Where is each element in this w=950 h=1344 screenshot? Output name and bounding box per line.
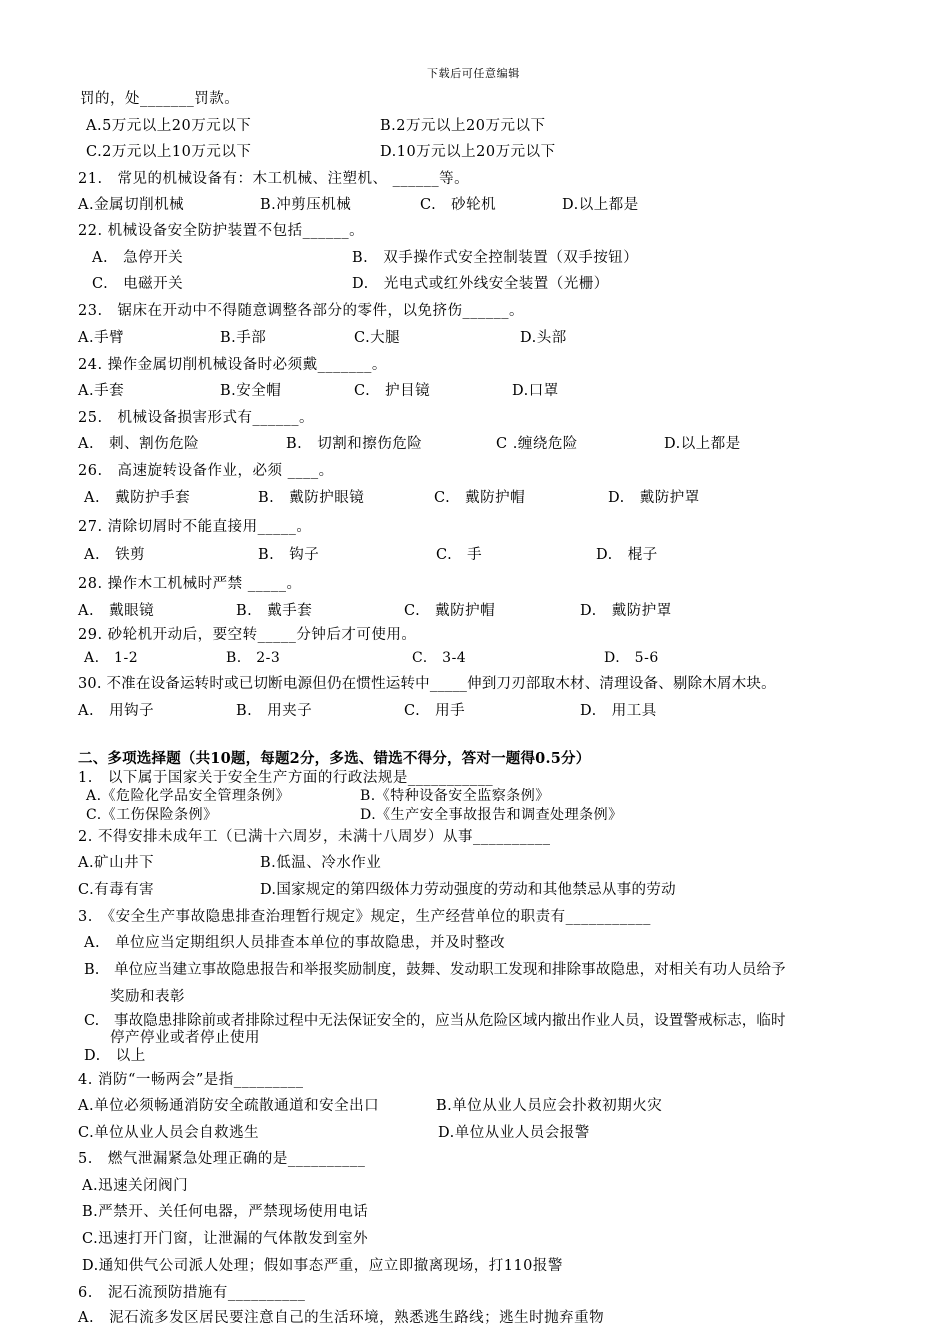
- option: B. 戴手套: [236, 603, 313, 619]
- option: C.大腿: [354, 330, 401, 346]
- question: 26. 高速旋转设备作业，必须 ____。: [78, 463, 334, 479]
- option: B. 单位应当建立事故隐患报告和举报奖励制度，鼓舞、发动职工发现和排除事故隐患，对相关有功人员给予: [84, 962, 786, 978]
- option: B.冲剪压机械: [260, 197, 352, 213]
- option: D. 5-6: [604, 650, 659, 666]
- option: C .缠绕危险: [496, 436, 578, 452]
- option: C. 戴防护帽: [404, 603, 496, 619]
- option: D.头部: [520, 330, 567, 346]
- option: A. 戴防护手套: [84, 490, 191, 506]
- option: A.单位必须畅通消防安全疏散通道和安全出口: [78, 1098, 380, 1114]
- option: A. 用钩子: [78, 703, 155, 719]
- question: 28. 操作木工机械时严禁 _____。: [78, 576, 302, 592]
- option: A.金属切削机械: [78, 197, 185, 213]
- option: A.《危险化学品安全管理条例》: [86, 788, 291, 804]
- option: A. 刺、割伤危险: [78, 436, 200, 452]
- option: D. 用工具: [580, 703, 657, 719]
- option: B.2万元以上20万元以下: [380, 118, 546, 134]
- option: D.国家规定的第四级体力劳动强度的劳动和其他禁忌从事的劳动: [260, 882, 676, 898]
- option: A. 泥石流多发区居民要注意自己的生活环境，熟悉逃生路线；逃生时抛弃重物: [78, 1310, 605, 1326]
- section-title: 二、多项选择题（共10题，每题2分，多选、错选不得分，答对一题得0.5分）: [78, 750, 591, 767]
- question: 23. 锯床在开动中不得随意调整各部分的零件，以免挤伤______。: [78, 303, 525, 319]
- option: D. 光电式或红外线安全装置（光栅）: [352, 276, 609, 292]
- option: C. 戴防护帽: [434, 490, 526, 506]
- option: D.《生产安全事故报告和调查处理条例》: [360, 807, 623, 823]
- question: 5. 燃气泄漏紧急处理正确的是__________: [78, 1151, 366, 1167]
- question: 6. 泥石流预防措施有__________: [78, 1285, 306, 1301]
- option: B. 戴防护眼镜: [258, 490, 365, 506]
- option: A. 单位应当定期组织人员排查本单位的事故隐患，并及时整改: [84, 935, 506, 951]
- option: D. 戴防护罩: [608, 490, 700, 506]
- text-line: 罚的，处_______罚款。: [80, 91, 240, 107]
- option: B.严禁开、关任何电器，严禁现场使用电话: [82, 1204, 369, 1220]
- option: C. 事故隐患排除前或者排除过程中无法保证安全的，应当从危险区域内撤出作业人员，设置警戒标志，临时: [84, 1013, 786, 1029]
- question: 2. 不得安排未成年工（已满十六周岁，未满十八周岁）从事__________: [78, 829, 551, 845]
- option: A.手臂: [78, 330, 125, 346]
- option: C.《工伤保险条例》: [86, 807, 218, 823]
- option: C. 砂轮机: [420, 197, 497, 213]
- option: B. 钩子: [258, 547, 320, 563]
- option: D.10万元以上20万元以下: [380, 144, 556, 160]
- option: B.低温、冷水作业: [260, 855, 382, 871]
- question: 27. 清除切屑时不能直接用_____。: [78, 519, 312, 535]
- question: 21. 常见的机械设备有：木工机械、注塑机、 ______等。: [78, 171, 470, 187]
- option: C. 电磁开关: [92, 276, 184, 292]
- option-continued: 停产停业或者停止使用: [110, 1030, 260, 1046]
- page-header: 下载后可任意编辑: [427, 67, 520, 80]
- question: 4. 消防“一畅两会”是指_________: [78, 1072, 304, 1088]
- option: D.单位从业人员会报警: [438, 1125, 590, 1141]
- option-continued: 奖励和表彰: [110, 989, 185, 1005]
- option: B. 用夹子: [236, 703, 313, 719]
- question: 24. 操作金属切削机械设备时必须戴_______。: [78, 357, 387, 373]
- option: D. 以上: [84, 1048, 146, 1064]
- option: C.有毒有害: [78, 882, 155, 898]
- option: B.单位从业人员应会扑救初期火灾: [436, 1098, 663, 1114]
- option: C. 护目镜: [354, 383, 431, 399]
- question: 25. 机械设备损害形式有______。: [78, 410, 315, 426]
- question: 30. 不准在设备运转时或已切断电源但仍在惯性运转中_____伸到刀刃部取木材、清理设备、剔除木屑木块。: [78, 676, 776, 692]
- option: D.以上都是: [562, 197, 639, 213]
- option: B. 切割和擦伤危险: [286, 436, 423, 452]
- option: A.矿山井下: [78, 855, 155, 871]
- question: 3. 《安全生产事故隐患排查治理暂行规定》规定，生产经营单位的职责有___________: [78, 909, 651, 925]
- option: A.手套: [78, 383, 125, 399]
- option: B.手部: [220, 330, 267, 346]
- option: D. 戴防护罩: [580, 603, 672, 619]
- option: D.通知供气公司派人处理；假如事态严重，应立即撤离现场，打110报警: [82, 1258, 563, 1274]
- question: 29. 砂轮机开动后，要空转_____分钟后才可使用。: [78, 627, 417, 643]
- option: B.安全帽: [220, 383, 282, 399]
- option: D.以上都是: [664, 436, 741, 452]
- option: C.单位从业人员会自救逃生: [78, 1125, 260, 1141]
- option: B.《特种设备安全监察条例》: [360, 788, 550, 804]
- option: D.口罩: [512, 383, 559, 399]
- question: 22. 机械设备安全防护装置不包括______。: [78, 223, 365, 239]
- option: A. 铁剪: [84, 547, 146, 563]
- option: C.迅速打开门窗，让泄漏的气体散发到室外: [82, 1231, 369, 1247]
- option: A. 1-2: [84, 650, 139, 666]
- question: 1. 以下属于国家关于安全生产方面的行政法规是___________: [78, 770, 494, 786]
- option: A. 戴眼镜: [78, 603, 155, 619]
- option: C.2万元以上10万元以下: [86, 144, 252, 160]
- option: C. 用手: [404, 703, 466, 719]
- option: A. 急停开关: [92, 250, 184, 266]
- option: A.迅速关闭阀门: [82, 1178, 189, 1194]
- option: A.5万元以上20万元以下: [86, 118, 252, 134]
- option: B. 双手操作式安全控制装置（双手按钮）: [352, 250, 639, 266]
- option: C. 3-4: [412, 650, 467, 666]
- option: C. 手: [436, 547, 483, 563]
- option: B. 2-3: [226, 650, 281, 666]
- option: D. 棍子: [596, 547, 658, 563]
